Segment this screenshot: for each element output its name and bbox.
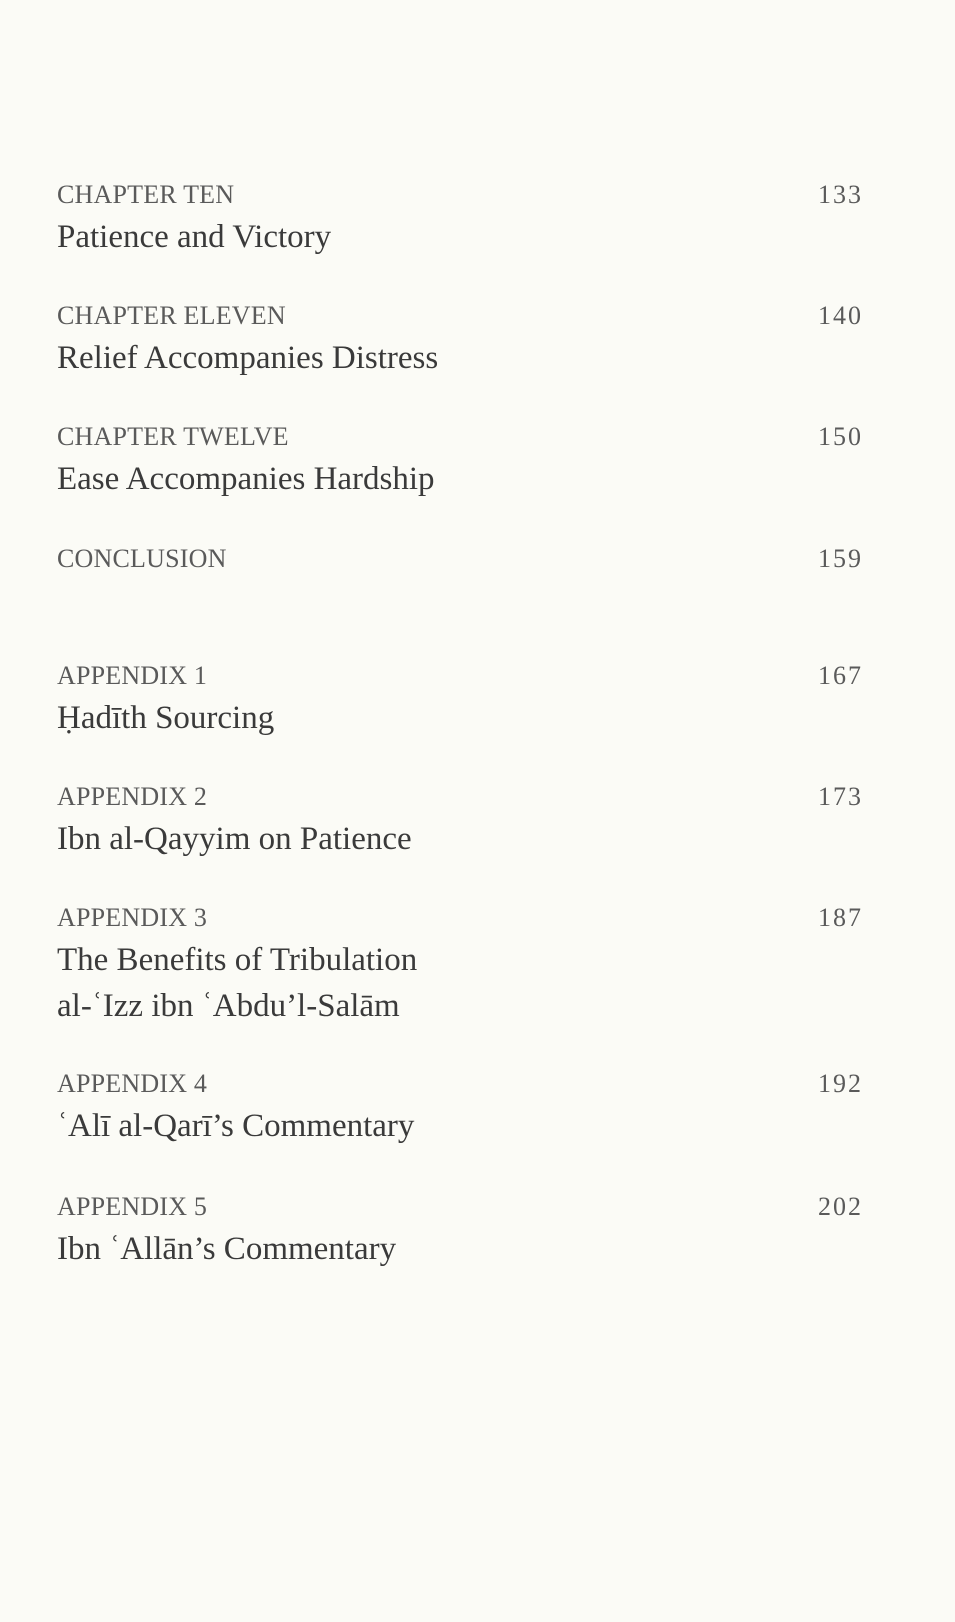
- entry-title: Ibn al-Qayyim on Patience: [57, 821, 412, 857]
- entry-heading: CHAPTER ELEVEN: [57, 301, 286, 330]
- entry-page-number: 159: [818, 544, 863, 573]
- entry-heading: CHAPTER TEN: [57, 180, 235, 209]
- toc-entry-appendix-2: [57, 778, 863, 862]
- entry-title: Ibn ʿAllān’s Commentary: [57, 1231, 397, 1267]
- entry-page-number: 140: [818, 301, 863, 330]
- entry-heading: APPENDIX 5: [57, 1192, 208, 1221]
- entry-page-number: 192: [818, 1069, 863, 1098]
- entry-heading: CHAPTER TWELVE: [57, 422, 289, 451]
- entry-heading: APPENDIX 4: [57, 1069, 208, 1098]
- entry-title: ʿAlī al-Qarī’s Commentary: [57, 1108, 415, 1144]
- entry-title: Ḥadīth Sourcing: [57, 700, 275, 736]
- entry-title: The Benefits of Tribulation: [57, 942, 418, 978]
- entry-page-number: 202: [818, 1192, 863, 1221]
- toc-entry-chapter-eleven: [57, 297, 863, 381]
- toc-entry-appendix-1: [57, 657, 863, 741]
- entry-title: Relief Accompanies Distress: [57, 340, 439, 376]
- entry-heading: APPENDIX 1: [57, 661, 208, 690]
- entry-title: Ease Accompanies Hardship: [57, 461, 435, 497]
- entry-heading: CONCLUSION: [57, 544, 227, 573]
- toc-entry-conclusion: [57, 540, 863, 578]
- entry-page-number: 167: [818, 661, 863, 690]
- toc-entry-appendix-5: [57, 1188, 863, 1272]
- toc-entry-appendix-3: [57, 899, 863, 1029]
- toc-entry-chapter-twelve: [57, 418, 863, 502]
- entry-heading: APPENDIX 3: [57, 903, 208, 932]
- entry-page-number: 150: [818, 422, 863, 451]
- entry-heading: APPENDIX 2: [57, 782, 208, 811]
- toc-entry-chapter-ten: [57, 176, 863, 260]
- entry-page-number: 187: [818, 903, 863, 932]
- entry-page-number: 133: [818, 180, 863, 209]
- entry-page-number: 173: [818, 782, 863, 811]
- entry-author: al-ʿIzz ibn ʿAbdu’l-Salām: [57, 988, 400, 1024]
- entry-title: Patience and Victory: [57, 219, 332, 255]
- toc-entry-appendix-4: [57, 1065, 863, 1149]
